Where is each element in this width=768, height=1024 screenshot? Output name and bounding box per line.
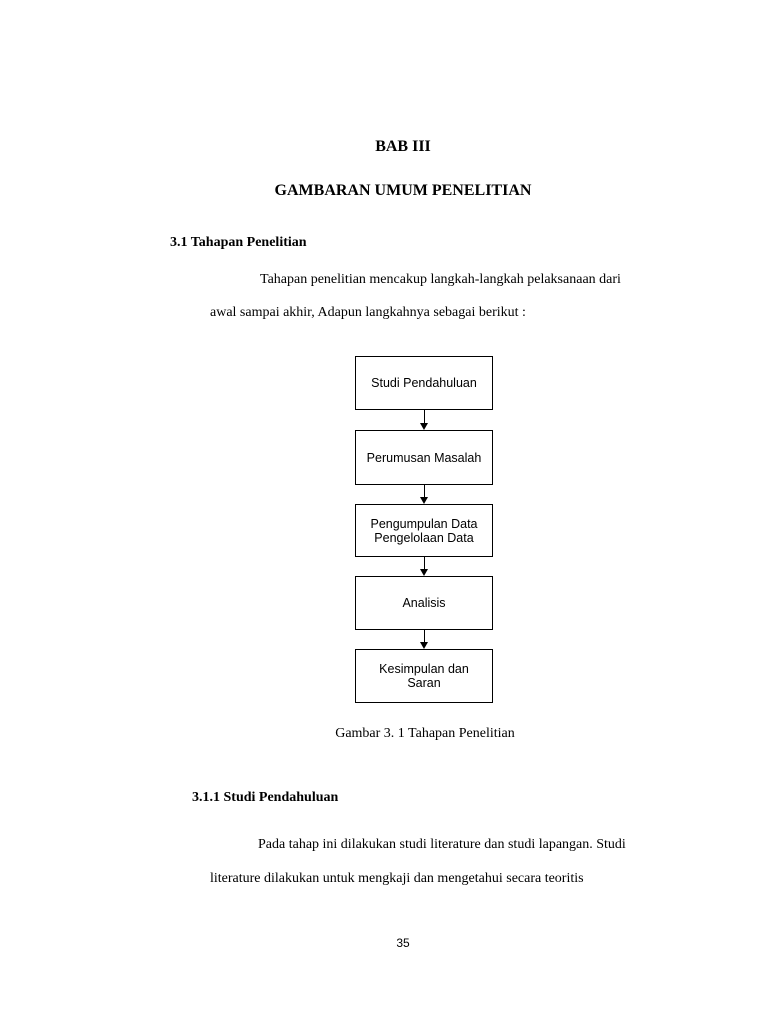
subsection-paragraph-line: Pada tahap ini dilakukan studi literature dan studi lapangan. Studi	[258, 837, 626, 852]
subsection-heading: 3.1.1 Studi Pendahuluan	[192, 790, 339, 805]
section-paragraph-line: awal sampai akhir, Adapun langkahnya sebagai berikut :	[210, 305, 526, 320]
section-paragraph-line: Tahapan penelitian mencakup langkah-langkah pelaksanaan dari	[260, 272, 621, 287]
arrow-down-icon	[420, 642, 428, 649]
page-number: 35	[396, 936, 410, 950]
figure-caption: Gambar 3. 1 Tahapan Penelitian	[335, 726, 515, 741]
flow-arrow	[424, 410, 425, 424]
flow-step-perumusan-masalah: Perumusan Masalah	[355, 430, 493, 485]
flow-step-pengumpulan-data: Pengumpulan Data Pengelolaan Data	[355, 504, 493, 557]
flow-step-studi-pendahuluan: Studi Pendahuluan	[355, 356, 493, 410]
flow-step-kesimpulan-saran: Kesimpulan dan Saran	[355, 649, 493, 703]
arrow-down-icon	[420, 497, 428, 504]
arrow-down-icon	[420, 423, 428, 430]
chapter-title: GAMBARAN UMUM PENELITIAN	[274, 182, 532, 199]
arrow-down-icon	[420, 569, 428, 576]
subsection-paragraph-line: literature dilakukan untuk mengkaji dan mengetahui secara teoritis	[210, 871, 584, 886]
chapter-heading: BAB III	[375, 138, 431, 155]
section-heading: 3.1 Tahapan Penelitian	[170, 235, 307, 250]
flow-step-analisis: Analisis	[355, 576, 493, 630]
